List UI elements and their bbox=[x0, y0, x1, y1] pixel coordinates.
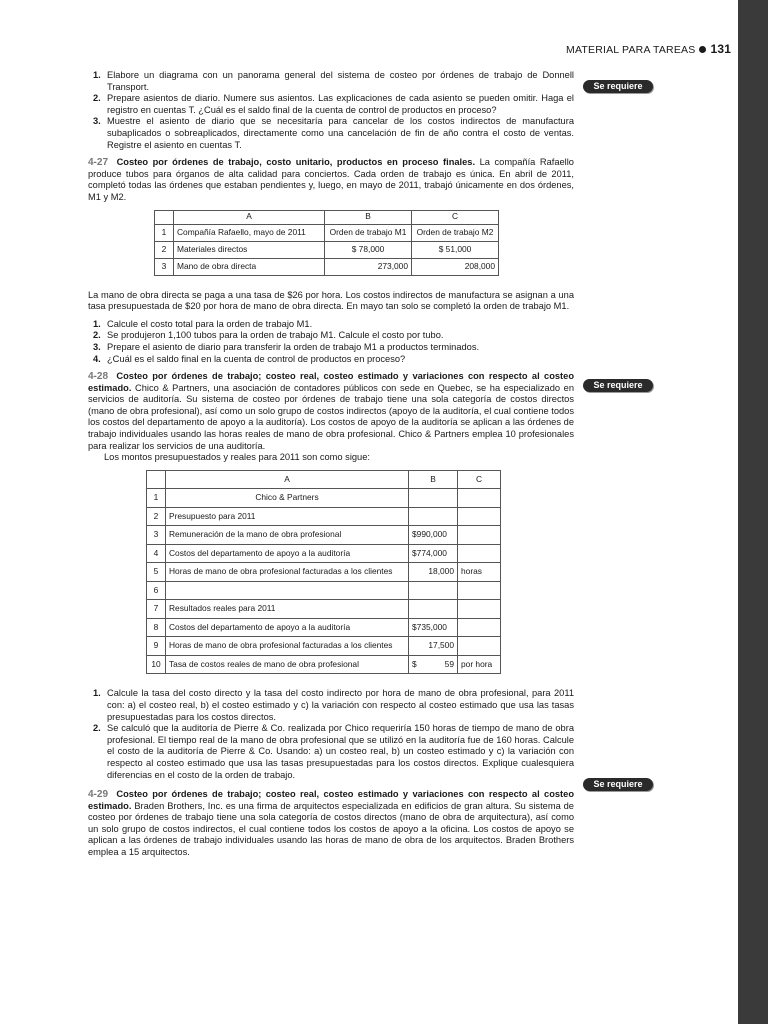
exercise-number: 4-28 bbox=[88, 371, 109, 383]
row-number: 5 bbox=[147, 563, 166, 582]
corner-cell bbox=[155, 210, 174, 224]
question-item bbox=[88, 723, 574, 781]
exercise-4-27-intro bbox=[88, 157, 574, 203]
table-cell: Compañía Rafaello, mayo de 2011 bbox=[174, 224, 325, 241]
table-cell bbox=[458, 544, 501, 563]
table-cell: 208,000 bbox=[412, 258, 499, 275]
cell-value: 59 bbox=[444, 658, 454, 669]
table-cell bbox=[458, 618, 501, 637]
spreadsheet-table bbox=[146, 470, 501, 675]
question-text: Se produjeron 1,100 tubos para la orden de trabajo M1. Calcule el costo por tubo. bbox=[107, 330, 444, 341]
row-number: 9 bbox=[147, 637, 166, 656]
question-text: Elabore un diagrama con un panorama general del sistema de costeo por órdenes de trabajo de Donnell Transport. bbox=[107, 70, 574, 92]
question-list bbox=[88, 688, 574, 781]
table-cell bbox=[409, 581, 458, 600]
table-cell: Orden de trabajo M2 bbox=[412, 224, 499, 241]
question-number: 4. bbox=[93, 353, 101, 364]
column-header-row bbox=[155, 210, 499, 224]
table-cell bbox=[458, 637, 501, 656]
question-text: Muestre el asiento de diario que se necesitaría para cancelar de los costos indirectos de manufactura subaplicados o sobreaplicados, directamente como una cancelación de fin de año contra el costo de ventas. Registre el asiento en cuentas T. bbox=[107, 116, 574, 150]
question-number: 2. bbox=[93, 723, 101, 734]
table-cell: $ 78,000 bbox=[325, 241, 412, 258]
table-cell: $ 51,000 bbox=[412, 241, 499, 258]
question-list bbox=[88, 319, 574, 365]
row-number: 6 bbox=[147, 581, 166, 600]
table-cell: Presupuesto para 2011 bbox=[166, 507, 409, 526]
question-text: Prepare asientos de diario. Numere sus asientos. Las explicaciones de cada asiento se pueden omitir. Haga el registro en cuentas T. ¿Cuál es el saldo final de la cuenta de control de productos en proceso? bbox=[107, 93, 574, 115]
question-item bbox=[88, 93, 574, 116]
question-number: 3. bbox=[93, 116, 101, 127]
table-cell bbox=[458, 526, 501, 545]
exercise-4-28-lead: Los montos presupuestados y reales para 2011 son como sigue: bbox=[104, 452, 370, 463]
table-cell bbox=[166, 581, 409, 600]
table-cell bbox=[409, 489, 458, 508]
table-row bbox=[147, 581, 501, 600]
question-text: Se calculó que la auditoría de Pierre & Co. realizada por Chico requeriría 150 horas de tiempo de mano de obra profesional. El tiempo real de la mano de obra profesional que se utilizó en la auditoría fue de 160 horas. Calcule el costo de la auditoría de Pierre & Co. Usando: a) un costeo real, b) un costeo estimado y c) la variación con respecto al costeo estimado que usa las tasas presupuestadas para los costos directos. Explique cualesquiera diferencias en el costo de la orden de trabajo. bbox=[107, 723, 574, 780]
exercise-text: La compañía Rafaello produce tubos para órganos de alta calidad para conciertos. Cada orden de trabajo es única. En abril de 2011, completó todas las órdenes que estaban pendientes y, luego, en mayo de 2011, trabajó únicamente en dos órdenes, M1 y M2. bbox=[88, 157, 574, 202]
currency-sign: $ bbox=[412, 658, 417, 669]
question-number: 1. bbox=[93, 318, 101, 329]
table-row bbox=[147, 637, 501, 656]
row-number: 10 bbox=[147, 655, 166, 674]
table-cell: Costos del departamento de apoyo a la auditoría bbox=[166, 618, 409, 637]
exercise-title: Costeo por órdenes de trabajo; costeo real, costeo estimado y variaciones con respecto al costeo estimado. bbox=[88, 371, 574, 393]
question-number: 1. bbox=[93, 70, 101, 80]
column-header: C bbox=[412, 210, 499, 224]
table-cell: $735,000 bbox=[409, 618, 458, 637]
question-item bbox=[88, 116, 574, 151]
question-item bbox=[88, 688, 574, 723]
bullet-dot-icon bbox=[699, 46, 706, 53]
exercise-number: 4-29 bbox=[88, 789, 109, 801]
table-row bbox=[147, 563, 501, 582]
page-header bbox=[566, 42, 731, 56]
page-edge-bar bbox=[738, 0, 768, 1024]
row-number: 2 bbox=[155, 241, 174, 258]
column-header: B bbox=[409, 470, 458, 489]
table-cell: 17,500 bbox=[409, 637, 458, 656]
table-row bbox=[147, 526, 501, 545]
exercise-title: Costeo por órdenes de trabajo, costo unitario, productos en proceso finales. bbox=[116, 157, 476, 168]
exercise-text: Braden Brothers, Inc. es una firma de arquitectos especializada en edificios de gran altura. Su sistema de costeo por órdenes de trabajo tiene una sola categoría de costos directos (mano de obra de arquitectura), así como un solo grupo de costos indirectos, el cual contiene todos los costos de apoyo a la oficina. Los costos de apoyo se aplican a las órdenes de trabajo individuales usando las horas de mano de obra de los arquitectos. Braden Brothers emplea a 15 arquitectos. bbox=[88, 800, 574, 858]
row-number: 1 bbox=[147, 489, 166, 508]
table-cell: Remuneración de la mano de obra profesional bbox=[166, 526, 409, 545]
table-cell bbox=[458, 507, 501, 526]
table-cell bbox=[458, 581, 501, 600]
question-text: ¿Cuál es el saldo final en la cuenta de control de productos en proceso? bbox=[107, 353, 406, 364]
column-header: A bbox=[174, 210, 325, 224]
table-cell: Materiales directos bbox=[174, 241, 325, 258]
table-cell: Mano de obra directa bbox=[174, 258, 325, 275]
exercise-4-27-context: La mano de obra directa se paga a una tasa de $26 por hora. Los costos indirectos de manufactura se asignan a una tasa presupuestada de $20 por hora de mano de obra directa. En mayo tan solo se completó la orden de trabajo M1. bbox=[88, 289, 574, 312]
page-number: 131 bbox=[710, 42, 732, 56]
question-number: 3. bbox=[93, 341, 101, 352]
table-cell: 273,000 bbox=[325, 258, 412, 275]
question-text: Prepare el asiento de diario para transferir la orden de trabajo M1 a productos terminados. bbox=[107, 341, 480, 352]
question-text: Calcule la tasa del costo directo y la tasa del costo indirecto por hora de mano de obra profesional, para 2011 con: a) el costeo real, b) el costeo estimado y c) la variación con respecto al costeo estimado que usa las tasas presupuestadas para los costos directos. bbox=[107, 688, 574, 722]
table-row bbox=[147, 544, 501, 563]
table-cell bbox=[458, 489, 501, 508]
table-cell: Chico & Partners bbox=[166, 489, 409, 508]
question-number: 1. bbox=[93, 688, 101, 699]
table-row bbox=[155, 241, 499, 258]
question-item bbox=[88, 342, 574, 354]
corner-cell bbox=[147, 470, 166, 489]
table-row bbox=[147, 618, 501, 637]
spreadsheet-table bbox=[154, 210, 499, 276]
table-cell: Horas de mano de obra profesional facturadas a los clientes bbox=[166, 563, 409, 582]
table-row bbox=[155, 258, 499, 275]
column-header-row bbox=[147, 470, 501, 489]
table-row bbox=[147, 489, 501, 508]
column-header: C bbox=[458, 470, 501, 489]
section-title: MATERIAL PARA TAREAS bbox=[566, 44, 696, 56]
table-cell bbox=[409, 600, 458, 619]
row-number: 1 bbox=[155, 224, 174, 241]
exercise-number: 4-27 bbox=[88, 157, 109, 169]
row-number: 3 bbox=[147, 526, 166, 545]
table-row bbox=[147, 507, 501, 526]
table-cell bbox=[409, 507, 458, 526]
exercise-4-28-intro bbox=[88, 371, 574, 452]
table-cell bbox=[458, 600, 501, 619]
question-item bbox=[88, 354, 574, 366]
table-cell: 18,000 bbox=[409, 563, 458, 582]
table-cell: horas bbox=[458, 563, 501, 582]
table-row bbox=[147, 655, 501, 674]
exercise-title: Costeo por órdenes de trabajo; costeo real, costeo estimado y variaciones con respecto al costeo estimado. bbox=[88, 789, 574, 811]
table-cell: Orden de trabajo M1 bbox=[325, 224, 412, 241]
row-number: 2 bbox=[147, 507, 166, 526]
question-number: 2. bbox=[93, 93, 101, 104]
table-cell: por hora bbox=[458, 655, 501, 674]
requirement-badge: Se requiere bbox=[583, 778, 653, 791]
exercise-text: Chico & Partners, una asociación de contadores públicos con sede en Quebec, se ha especializado en servicios de auditoría. Su sistema de costeo por órdenes de trabajo tiene una sola categoría de costos directos (mano de obra profesional), así como un solo grupo de costos indirectos (apoyo de la auditoría, el cual contiene todos los costos del departamento de apoyo a la auditoría). Los costos de apoyo de la auditoría se aplican a las órdenes de trabajo individuales usando las horas reales de mano de obra profesional. Chico & Partners emplea 10 profesionales para realizar los servicios de una auditoría. bbox=[88, 382, 574, 451]
requirement-badge: Se requiere bbox=[583, 80, 653, 93]
column-header: B bbox=[325, 210, 412, 224]
requirement-badge: Se requiere bbox=[583, 379, 653, 392]
question-number: 2. bbox=[93, 330, 101, 341]
row-number: 8 bbox=[147, 618, 166, 637]
page-content bbox=[88, 70, 574, 865]
table-row bbox=[147, 600, 501, 619]
question-item bbox=[88, 330, 574, 342]
table-cell: Resultados reales para 2011 bbox=[166, 600, 409, 619]
table-row bbox=[155, 224, 499, 241]
row-number: 3 bbox=[155, 258, 174, 275]
table-cell: $990,000 bbox=[409, 526, 458, 545]
question-text: Calcule el costo total para la orden de trabajo M1. bbox=[107, 318, 313, 329]
question-list bbox=[88, 70, 574, 151]
question-item bbox=[88, 319, 574, 331]
row-number: 4 bbox=[147, 544, 166, 563]
table-cell: Horas de mano de obra profesional facturadas a los clientes bbox=[166, 637, 409, 656]
table-cell: $774,000 bbox=[409, 544, 458, 563]
column-header: A bbox=[166, 470, 409, 489]
table-cell bbox=[409, 655, 458, 674]
exercise-4-29-intro bbox=[88, 789, 574, 859]
table-cell: Tasa de costos reales de mano de obra profesional bbox=[166, 655, 409, 674]
table-cell: Costos del departamento de apoyo a la auditoría bbox=[166, 544, 409, 563]
question-item bbox=[88, 70, 574, 93]
row-number: 7 bbox=[147, 600, 166, 619]
